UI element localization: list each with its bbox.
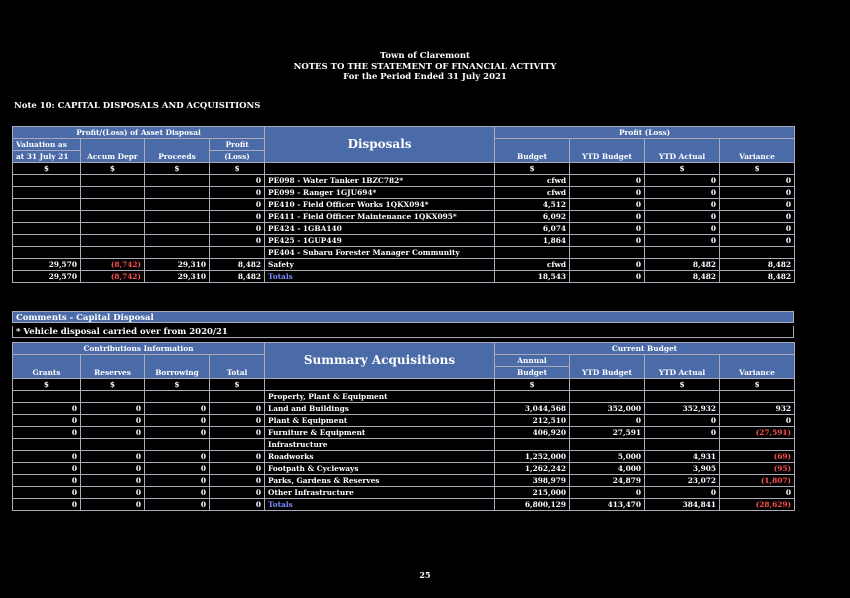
ytd-actual-cell: 0 (645, 487, 720, 499)
org-name: Town of Claremont (380, 51, 470, 61)
total-cell (210, 439, 265, 451)
annual-budget-cell: 1,252,000 (495, 451, 570, 463)
ytd-budget-cell: 24,879 (570, 475, 645, 487)
variance-cell: 8,482 (720, 259, 795, 271)
valuation-cell (13, 211, 81, 223)
col-valuation-a: Valuation as (13, 139, 81, 151)
budget-cell: cfwd (495, 175, 570, 187)
proceeds-cell (145, 211, 210, 223)
ytd-budget-cell: 0 (570, 187, 645, 199)
unit-cell (570, 163, 645, 175)
table-row (13, 247, 795, 259)
acquisitions-title: Summary Acquisitions (265, 343, 495, 379)
ytd-actual-cell: 23,072 (645, 475, 720, 487)
description-cell: Other Infrastructure (265, 487, 495, 499)
col-acq-variance: Variance (720, 355, 795, 379)
profit-cell: 0 (210, 235, 265, 247)
variance-cell (720, 439, 795, 451)
variance-cell: 0 (720, 235, 795, 247)
borrowing-cell: 0 (145, 451, 210, 463)
grants-total: 0 (13, 499, 81, 511)
ytd-budget-cell: 0 (570, 211, 645, 223)
col-budget: Budget (495, 139, 570, 163)
table-row (13, 427, 795, 439)
description-cell: Footpath & Cycleways (265, 463, 495, 475)
budget-cell: 6,092 (495, 211, 570, 223)
proceeds-cell (145, 223, 210, 235)
annual-budget-cell: 1,262,242 (495, 463, 570, 475)
ytd-actual-cell: 0 (645, 223, 720, 235)
borrowing-cell: 0 (145, 487, 210, 499)
disposal-group-right: Profit (Loss) (495, 127, 795, 139)
reserves-cell: 0 (81, 451, 145, 463)
annual-budget-cell: 212,510 (495, 415, 570, 427)
grants-cell: 0 (13, 403, 81, 415)
disposal-group-left: Profit/(Loss) of Asset Disposal (13, 127, 265, 139)
borrowing-cell: 0 (145, 415, 210, 427)
profit-cell: 0 (210, 223, 265, 235)
page-number: 25 (419, 570, 431, 580)
proceeds-cell: 29,310 (145, 259, 210, 271)
table-row (13, 223, 795, 235)
ytd-actual-cell (645, 391, 720, 403)
ytd-actual-cell (645, 247, 720, 259)
unit-cell: $ (720, 379, 795, 391)
accum-depr-cell (81, 211, 145, 223)
note-title: Note 10: CAPITAL DISPOSALS AND ACQUISITIONS (14, 101, 261, 111)
unit-cell (570, 379, 645, 391)
col-borrowing: Borrowing (145, 355, 210, 379)
total-cell: 0 (210, 475, 265, 487)
proceeds-cell (145, 235, 210, 247)
report-period: For the Period Ended 31 July 2021 (343, 72, 507, 82)
grants-cell (13, 391, 81, 403)
borrowing-cell: 0 (145, 403, 210, 415)
units-row (13, 163, 795, 175)
profit-cell: 0 (210, 187, 265, 199)
borrowing-cell: 0 (145, 475, 210, 487)
ytd-budget-cell: 0 (570, 223, 645, 235)
totals-label: Totals (265, 271, 495, 283)
unit-cell: $ (210, 163, 265, 175)
total-cell: 0 (210, 427, 265, 439)
borrowing-cell (145, 391, 210, 403)
unit-cell (265, 379, 495, 391)
ytd-actual-cell: 0 (645, 175, 720, 187)
grants-cell: 0 (13, 427, 81, 439)
annual-budget-cell (495, 391, 570, 403)
disposals-title: Disposals (265, 127, 495, 163)
acquisitions-table (12, 342, 795, 511)
description-cell: Parks, Gardens & Reserves (265, 475, 495, 487)
grants-cell: 0 (13, 463, 81, 475)
ytd-actual-cell: 0 (645, 235, 720, 247)
borrowing-total: 0 (145, 499, 210, 511)
variance-cell: (69) (720, 451, 795, 463)
reserves-cell: 0 (81, 403, 145, 415)
annual-budget-cell: 3,044,568 (495, 403, 570, 415)
disposals-table (12, 126, 795, 283)
col-acq-ytd-actual: YTD Actual (645, 355, 720, 379)
ytd-budget-cell: 0 (570, 199, 645, 211)
ytd-actual-cell: 0 (645, 199, 720, 211)
col-total: Total (210, 355, 265, 379)
unit-cell: $ (720, 163, 795, 175)
proceeds-cell (145, 247, 210, 259)
total-cell: 0 (210, 463, 265, 475)
table-row (13, 487, 795, 499)
totals-row (13, 499, 795, 511)
reserves-cell: 0 (81, 475, 145, 487)
borrowing-cell: 0 (145, 463, 210, 475)
total-cell (210, 391, 265, 403)
accum-depr-cell (81, 199, 145, 211)
accum-depr-cell (81, 223, 145, 235)
table-row (13, 259, 795, 271)
ytd-actual-cell: 3,905 (645, 463, 720, 475)
unit-cell: $ (495, 163, 570, 175)
ytd-budget-cell: 27,591 (570, 427, 645, 439)
reserves-total: 0 (81, 499, 145, 511)
valuation-cell (13, 175, 81, 187)
profit-cell: 0 (210, 175, 265, 187)
grants-cell: 0 (13, 475, 81, 487)
ytd-actual-cell: 0 (645, 211, 720, 223)
budget-cell: 4,512 (495, 199, 570, 211)
grants-cell: 0 (13, 415, 81, 427)
variance-cell: 0 (720, 187, 795, 199)
description-cell: Infrastructure (265, 439, 495, 451)
description-cell: Furniture & Equipment (265, 427, 495, 439)
valuation-total: 29,570 (13, 271, 81, 283)
ytd-budget-cell (570, 439, 645, 451)
total-cell: 0 (210, 415, 265, 427)
ytd-budget-cell: 0 (570, 259, 645, 271)
budget-cell: cfwd (495, 187, 570, 199)
accum-depr-cell (81, 247, 145, 259)
description-cell: Safety (265, 259, 495, 271)
budget-cell: 6,074 (495, 223, 570, 235)
description-cell: Property, Plant & Equipment (265, 391, 495, 403)
totals-label: Totals (265, 499, 495, 511)
units-row (13, 379, 795, 391)
grants-cell (13, 439, 81, 451)
proceeds-cell (145, 187, 210, 199)
variance-total: 8,482 (720, 271, 795, 283)
col-grants: Grants (13, 355, 81, 379)
reserves-cell: 0 (81, 463, 145, 475)
budget-cell: 1,864 (495, 235, 570, 247)
ytd-budget-cell: 0 (570, 487, 645, 499)
table-row (13, 235, 795, 247)
ytd-actual-cell: 8,482 (645, 259, 720, 271)
budget-total: 18,543 (495, 271, 570, 283)
unit-cell: $ (13, 379, 81, 391)
col-acq-ytd-budget: YTD Budget (570, 355, 645, 379)
table-row (13, 199, 795, 211)
report-title: NOTES TO THE STATEMENT OF FINANCIAL ACTIVITY (293, 61, 557, 72)
variance-cell: 0 (720, 199, 795, 211)
ytd-budget-cell: 0 (570, 235, 645, 247)
profit-cell: 8,482 (210, 259, 265, 271)
totals-row (13, 271, 795, 283)
description-cell: PE098 - Water Tanker 1BZC782* (265, 175, 495, 187)
description-cell: PE410 - Field Officer Works 1QKX094* (265, 199, 495, 211)
variance-cell: 0 (720, 223, 795, 235)
ytd-budget-cell (570, 247, 645, 259)
ytd-actual-cell: 0 (645, 415, 720, 427)
col-annual-b: Budget (495, 367, 570, 379)
ytd-actual-cell: 0 (645, 187, 720, 199)
report-header (0, 51, 850, 83)
ytd-budget-cell: 0 (570, 415, 645, 427)
col-valuation-b: at 31 July 21 (13, 151, 81, 163)
table-row (13, 451, 795, 463)
unit-cell: $ (81, 379, 145, 391)
table-row (13, 211, 795, 223)
col-reserves: Reserves (81, 355, 145, 379)
table-row (13, 439, 795, 451)
annual-budget-total: 6,800,129 (495, 499, 570, 511)
annual-budget-cell (495, 439, 570, 451)
ytd-actual-cell (645, 439, 720, 451)
valuation-cell (13, 247, 81, 259)
borrowing-cell: 0 (145, 427, 210, 439)
unit-cell: $ (645, 163, 720, 175)
variance-total: (28,629) (720, 499, 795, 511)
ytd-budget-total: 0 (570, 271, 645, 283)
profit-total: 8,482 (210, 271, 265, 283)
table-row (13, 415, 795, 427)
reserves-cell (81, 391, 145, 403)
description-cell: PE411 - Field Officer Maintenance 1QKX095* (265, 211, 495, 223)
grants-cell: 0 (13, 487, 81, 499)
valuation-cell (13, 199, 81, 211)
col-ytd-budget: YTD Budget (570, 139, 645, 163)
valuation-cell (13, 223, 81, 235)
valuation-cell: 29,570 (13, 259, 81, 271)
table-row (13, 463, 795, 475)
description-cell: PE425 - 1GUP449 (265, 235, 495, 247)
variance-cell: (95) (720, 463, 795, 475)
description-cell: PE404 - Subaru Forester Manager Community (265, 247, 495, 259)
valuation-cell (13, 187, 81, 199)
description-cell: Land and Buildings (265, 403, 495, 415)
description-cell: PE099 - Ranger 1GJU694* (265, 187, 495, 199)
unit-cell: $ (210, 379, 265, 391)
annual-budget-cell: 406,920 (495, 427, 570, 439)
proceeds-total: 29,310 (145, 271, 210, 283)
ytd-actual-cell: 352,932 (645, 403, 720, 415)
accum-depr-cell (81, 235, 145, 247)
unit-cell: $ (145, 163, 210, 175)
variance-cell: (27,591) (720, 427, 795, 439)
borrowing-cell (145, 439, 210, 451)
ytd-budget-cell (570, 391, 645, 403)
variance-cell (720, 391, 795, 403)
ytd-actual-cell: 0 (645, 427, 720, 439)
reserves-cell: 0 (81, 487, 145, 499)
unit-cell (265, 163, 495, 175)
total-cell: 0 (210, 403, 265, 415)
ytd-budget-total: 413,470 (570, 499, 645, 511)
comments-bar: Comments - Capital Disposal (12, 311, 794, 323)
total-total: 0 (210, 499, 265, 511)
proceeds-cell (145, 199, 210, 211)
annual-budget-cell: 398,979 (495, 475, 570, 487)
total-cell: 0 (210, 487, 265, 499)
description-cell: Plant & Equipment (265, 415, 495, 427)
col-profit-a: Profit (210, 139, 265, 151)
accum-depr-cell (81, 175, 145, 187)
table-row (13, 391, 795, 403)
table-row (13, 187, 795, 199)
variance-cell: 0 (720, 415, 795, 427)
ytd-actual-cell: 4,931 (645, 451, 720, 463)
table-row (13, 403, 795, 415)
ytd-budget-cell: 4,000 (570, 463, 645, 475)
total-cell: 0 (210, 451, 265, 463)
variance-cell: 932 (720, 403, 795, 415)
ytd-budget-cell: 5,000 (570, 451, 645, 463)
reserves-cell: 0 (81, 427, 145, 439)
description-cell: PE424 - 1GBA140 (265, 223, 495, 235)
accum-depr-cell (81, 187, 145, 199)
accum-depr-total: (8,742) (81, 271, 145, 283)
reserves-cell: 0 (81, 415, 145, 427)
col-profit-b: (Loss) (210, 151, 265, 163)
unit-cell: $ (81, 163, 145, 175)
table-row (13, 475, 795, 487)
acq-group-right: Current Budget (495, 343, 795, 355)
table-row (13, 175, 795, 187)
description-cell: Roadworks (265, 451, 495, 463)
col-accum-depr: Accum Depr (81, 139, 145, 163)
ytd-budget-cell: 352,000 (570, 403, 645, 415)
annual-budget-cell: 215,000 (495, 487, 570, 499)
variance-cell: 0 (720, 211, 795, 223)
ytd-budget-cell: 0 (570, 175, 645, 187)
profit-cell (210, 247, 265, 259)
col-variance: Variance (720, 139, 795, 163)
unit-cell: $ (495, 379, 570, 391)
unit-cell: $ (13, 163, 81, 175)
variance-cell: 0 (720, 175, 795, 187)
variance-cell: 0 (720, 487, 795, 499)
variance-cell: (1,807) (720, 475, 795, 487)
ytd-actual-total: 8,482 (645, 271, 720, 283)
col-ytd-actual: YTD Actual (645, 139, 720, 163)
col-annual-a: Annual (495, 355, 570, 367)
unit-cell: $ (645, 379, 720, 391)
grants-cell: 0 (13, 451, 81, 463)
acq-group-left: Contributions Information (13, 343, 265, 355)
proceeds-cell (145, 175, 210, 187)
valuation-cell (13, 235, 81, 247)
profit-cell: 0 (210, 211, 265, 223)
reserves-cell (81, 439, 145, 451)
comment-line: * Vehicle disposal carried over from 2020/21 (12, 326, 794, 338)
col-proceeds: Proceeds (145, 139, 210, 163)
unit-cell: $ (145, 379, 210, 391)
profit-cell: 0 (210, 199, 265, 211)
accum-depr-cell: (8,742) (81, 259, 145, 271)
ytd-actual-total: 384,841 (645, 499, 720, 511)
variance-cell (720, 247, 795, 259)
budget-cell: cfwd (495, 259, 570, 271)
budget-cell (495, 247, 570, 259)
